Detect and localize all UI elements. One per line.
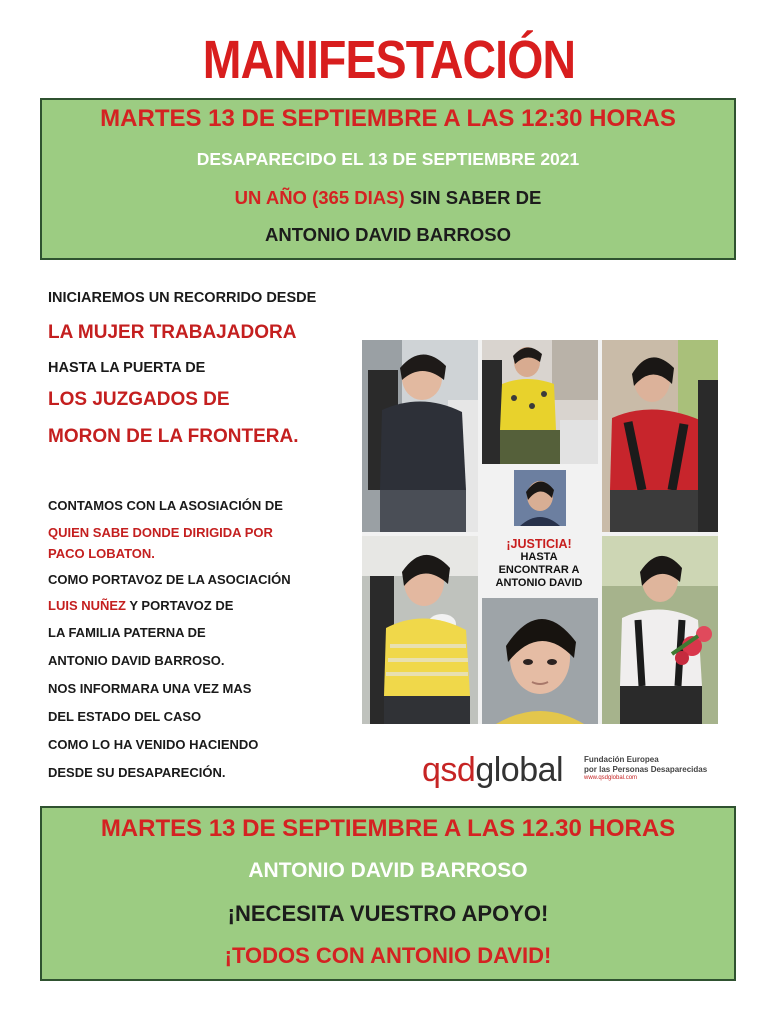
route-end-1: LOS JUZGADOS DE (48, 389, 230, 410)
logo-url: www.qsdglobal.com (584, 775, 638, 781)
bottom-person-name: ANTONIO DAVID BARROSO (248, 859, 528, 882)
find-text: ENCONTRAR A (498, 564, 580, 576)
one-year-line (42, 183, 734, 213)
photo-small-portrait (514, 470, 566, 526)
association-name: QUIEN SABE DONDE DIRIGIDA POR (48, 525, 273, 540)
route-start: LA MUJER TRABAJADORA (48, 322, 297, 343)
inform-line: NOS INFORMARA UNA VEZ MAS (48, 681, 252, 696)
event-date-time: MARTES 13 DE SEPTIEMBRE A LAS 12:30 HORAS (100, 105, 676, 132)
route-intro: INICIAREMOS UN RECORRIDO DESDE (48, 290, 317, 306)
photo-2 (482, 340, 598, 464)
caption-name: ANTONIO DAVID (495, 577, 583, 589)
case-state-line: DEL ESTADO DEL CASO (48, 709, 202, 724)
logo-subtitle: Fundación Europea por las Personas Desaparecidas www.qsdglobal.com (584, 755, 734, 784)
since-disappearance-line: DESDE SU DESAPARECIÓN. (48, 765, 226, 780)
photo-6 (602, 536, 718, 724)
family-name: ANTONIO DAVID BARROSO. (48, 653, 225, 668)
photo-4 (362, 536, 478, 724)
all-with-antonio: ¡TODOS CON ANTONIO DAVID! (224, 943, 552, 968)
needs-support: ¡NECESITA VUESTRO APOYO! (227, 901, 549, 926)
photo-1 (362, 340, 478, 532)
route-until: HASTA LA PUERTA DE (48, 360, 206, 376)
until-text: HASTA (520, 551, 558, 563)
one-year-text: UN AÑO (365 DIAS) (234, 187, 405, 208)
as-before-line: COMO LO HA VENIDO HACIENDO (48, 737, 259, 752)
route-end-2: MORON DE LA FRONTERA. (48, 426, 299, 447)
bottom-event-date-time: MARTES 13 DE SEPTIEMBRE A LAS 12.30 HORAS (100, 815, 676, 842)
justice-text: ¡JUSTICIA! (506, 537, 572, 551)
photo-5 (482, 598, 598, 724)
association-director: PACO LOBATON. (48, 546, 155, 561)
logo-wordmark: qsdglobal (422, 751, 564, 789)
without-knowing-text: SIN SABER DE (404, 187, 542, 208)
association-intro: CONTAMOS CON LA ASOSIACIÓN DE (48, 498, 283, 513)
page-title: MANIFESTACIÓN (202, 30, 576, 90)
qsdglobal-logo (408, 748, 728, 792)
photo-collage (362, 340, 718, 724)
photo-3 (602, 340, 718, 532)
event-info-box (40, 98, 736, 260)
spokesperson-name: LUIS NUÑEZ (48, 598, 126, 613)
spokesperson-rest: Y PORTAVOZ DE (126, 598, 234, 613)
missing-since: DESAPARECIDO EL 13 DE SEPTIEMBRE 2021 (196, 149, 580, 169)
call-to-action-box (40, 806, 736, 981)
family-line: LA FAMILIA PATERNA DE (48, 625, 206, 640)
justice-caption (480, 538, 598, 590)
spokesperson-intro: COMO PORTAVOZ DE LA ASOCIACIÓN (48, 572, 291, 587)
spokesperson-line (48, 598, 233, 613)
missing-person-name: ANTONIO DAVID BARROSO (265, 224, 511, 245)
